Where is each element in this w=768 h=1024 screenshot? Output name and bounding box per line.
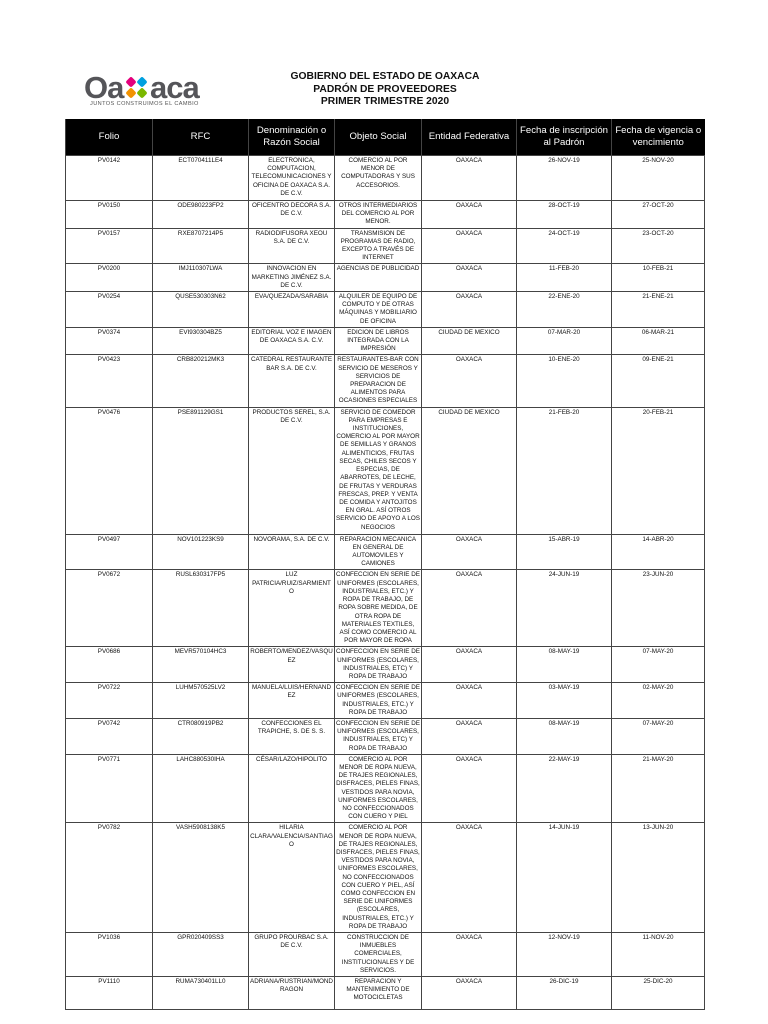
fecha-inscripcion-cell: 26-DIC-19 (517, 977, 612, 1010)
razon-social-cell: RADIODIFUSORA XEOU S.A. DE C.V. (249, 228, 335, 264)
entidad-cell: OAXACA (422, 264, 517, 292)
entidad-cell: OAXACA (422, 977, 517, 1010)
fecha-vigencia-cell: 23-OCT-20 (612, 228, 705, 264)
objeto-social-cell: CONFECCION EN SERIE DE UNIFORMES (ESCOLARES, INDUSTRIALES, ETC.) Y ROPA DE TRABAJO (335, 683, 422, 719)
suppliers-table (65, 119, 705, 1010)
fecha-vigencia-cell: 10-FEB-21 (612, 264, 705, 292)
rfc-cell: CTR080919PB2 (153, 718, 249, 754)
table-row (66, 292, 705, 328)
objeto-social-cell: AGENCIAS DE PUBLICIDAD (335, 264, 422, 292)
razon-social-cell: LUZ PATRICIA/RUIZ/SARMIENTO (249, 570, 335, 647)
razon-social-cell: ROBERTO/MENDEZ/VASQUEZ (249, 647, 335, 683)
rfc-cell: RUSL630317FP5 (153, 570, 249, 647)
objeto-social-cell: CONFECCION EN SERIE DE UNIFORMES (ESCOLARES, INDUSTRIALES, ETC) Y ROPA DE TRABAJO (335, 718, 422, 754)
heading-line-2: PADRÓN DE PROVEEDORES (313, 83, 457, 95)
table-row (66, 355, 705, 407)
table-row (66, 264, 705, 292)
table-row (66, 977, 705, 1010)
svg-text:Oa: Oa (84, 72, 124, 102)
razon-social-cell: PRODUCTOS SEREL, S.A. DE C.V. (249, 407, 335, 534)
objeto-social-cell: CONSTRUCCION DE INMUEBLES COMERCIALES, INSTITUCIONALES Y DE SERVICIOS. (335, 933, 422, 977)
folio-cell: PV0782 (66, 823, 153, 933)
objeto-social-cell: CONFECCION EN SERIE DE UNIFORMES (ESCOLARES, INDUSTRIALES, ETC) Y ROPA DE TRABAJO (335, 647, 422, 683)
razon-social-cell: CONFECCIONES EL TRAPICHE, S. DE S. S. (249, 718, 335, 754)
rfc-cell: VASH5908138K5 (153, 823, 249, 933)
table-row (66, 228, 705, 264)
folio-cell: PV0374 (66, 327, 153, 355)
rfc-cell: CRB820212MK3 (153, 355, 249, 407)
fecha-inscripcion-cell: 08-MAY-19 (517, 718, 612, 754)
fecha-vigencia-cell: 20-FEB-21 (612, 407, 705, 534)
fecha-vigencia-cell: 27-OCT-20 (612, 201, 705, 229)
table-row (66, 327, 705, 355)
razon-social-cell: INNOVACION EN MARKETING JIMÉNEZ S.A. DE C.V. (249, 264, 335, 292)
table-row (66, 407, 705, 534)
fecha-inscripcion-cell: 26-NOV-19 (517, 156, 612, 201)
fecha-inscripcion-cell: 15-ABR-19 (517, 534, 612, 570)
fecha-inscripcion-cell: 03-MAY-19 (517, 683, 612, 719)
razon-social-cell: ELECTRONICA, COMPUTACION, TELECOMUNICACIONES Y OFICINA DE OAXACA S.A. DE C.V. (249, 156, 335, 201)
folio-cell: PV1036 (66, 933, 153, 977)
folio-cell: PV0722 (66, 683, 153, 719)
rfc-cell: IMJ110307LWA (153, 264, 249, 292)
rfc-cell: EVI930304BZ5 (153, 327, 249, 355)
fecha-inscripcion-cell: 11-FEB-20 (517, 264, 612, 292)
entidad-cell: OAXACA (422, 201, 517, 229)
rfc-cell: NOV101223KS9 (153, 534, 249, 570)
razon-social-cell: GRUPO PROURBAC S.A. DE C.V. (249, 933, 335, 977)
table-row (66, 534, 705, 570)
rfc-cell: LAHC880530IHA (153, 754, 249, 823)
entidad-cell: OAXACA (422, 647, 517, 683)
entidad-cell: OAXACA (422, 292, 517, 328)
table-row (66, 647, 705, 683)
folio-cell: PV0742 (66, 718, 153, 754)
entidad-cell: OAXACA (422, 228, 517, 264)
objeto-social-cell: EDICION DE LIBROS INTEGRADA CON LA IMPRESIÓN (335, 327, 422, 355)
table-row (66, 156, 705, 201)
document-heading (200, 71, 570, 109)
svg-text:aca: aca (150, 72, 199, 102)
fecha-vigencia-cell: 25-NOV-20 (612, 156, 705, 201)
objeto-social-cell: COMERCIO AL POR MENOR DE ROPA NUEVA, DE TRAJES REGIONALES, DISFRACES, PIELES FINAS, VESTIDOS PARA NOVIA, UNIFORMES ESCOLARES, NO CONFECCIONADOS CON CUERO Y PIEL (335, 754, 422, 823)
fecha-vigencia-cell: 25-DIC-20 (612, 977, 705, 1010)
fecha-vigencia-cell: 21-MAY-20 (612, 754, 705, 823)
heading-line-3: PRIMER TRIMESTRE 2020 (320, 96, 450, 108)
fecha-inscripcion-cell: 22-ENE-20 (517, 292, 612, 328)
entidad-cell: OAXACA (422, 933, 517, 977)
objeto-social-cell: ALQUILER DE EQUIPO DE COMPUTO Y DE OTRAS MÁQUINAS Y MOBILIARIO DE OFICINA (335, 292, 422, 328)
header-rfc: RFC (153, 119, 249, 156)
objeto-social-cell: CONFECCION EN SERIE DE UNIFORMES (ESCOLARES, INDUSTRIALES, ETC.) Y ROPA DE TRABAJO, DE ROPA SOBRE MEDIDA, DE OTRA ROPA DE MATERIALES TEXTILES, ASÍ COMO COMERCIO AL POR MAYOR DE ROPA (335, 570, 422, 647)
fecha-inscripcion-cell: 14-JUN-19 (517, 823, 612, 933)
objeto-social-cell: COMERCIO AL POR MENOR DE COMPUTADORAS Y SUS ACCESORIOS. (335, 156, 422, 201)
fecha-vigencia-cell: 09-ENE-21 (612, 355, 705, 407)
table-row (66, 683, 705, 719)
objeto-social-cell: RESTAURANTES-BAR CON SERVICIO DE MESEROS Y SERVICIOS DE PREPARACION DE ALIMENTOS PARA OCASIONES ESPECIALES (335, 355, 422, 407)
table-row (66, 754, 705, 823)
folio-cell: PV0150 (66, 201, 153, 229)
objeto-social-cell: TRANSMISION DE PROGRAMAS DE RADIO, EXCEPTO A TRAVÉS DE INTERNET (335, 228, 422, 264)
folio-cell: PV0423 (66, 355, 153, 407)
entidad-cell: OAXACA (422, 754, 517, 823)
rfc-cell: ODE980223FP2 (153, 201, 249, 229)
rfc-cell: RUMA730401LL0 (153, 977, 249, 1010)
header-objeto-social: Objeto Social (335, 119, 422, 156)
fecha-vigencia-cell: 23-JUN-20 (612, 570, 705, 647)
table-row (66, 570, 705, 647)
entidad-cell: OAXACA (422, 534, 517, 570)
folio-cell: PV0771 (66, 754, 153, 823)
fecha-inscripcion-cell: 08-MAY-19 (517, 647, 612, 683)
table-row (66, 933, 705, 977)
rfc-cell: QUSE530303N62 (153, 292, 249, 328)
rfc-cell: MEVR570104HC3 (153, 647, 249, 683)
logo-tagline: JUNTOS CONSTRUIMOS EL CAMBIO (90, 101, 199, 107)
razon-social-cell: CATEDRAL RESTAURANTE BAR S.A. DE C.V. (249, 355, 335, 407)
razon-social-cell: HILARIA CLARA/VALENCIA/SANTIAGO (249, 823, 335, 933)
table-row (66, 718, 705, 754)
fecha-inscripcion-cell: 24-JUN-19 (517, 570, 612, 647)
table-header-row (66, 119, 705, 156)
oaxaca-logo-mark (84, 72, 214, 102)
fecha-vigencia-cell: 07-MAY-20 (612, 718, 705, 754)
fecha-inscripcion-cell: 12-NOV-19 (517, 933, 612, 977)
fecha-inscripcion-cell: 10-ENE-20 (517, 355, 612, 407)
razon-social-cell: CÉSAR/LAZO/HIPOLITO (249, 754, 335, 823)
entidad-cell: OAXACA (422, 718, 517, 754)
heading-line-1: GOBIERNO DEL ESTADO DE OAXACA (290, 71, 480, 82)
header-entidad-federativa: Entidad Federativa (422, 119, 517, 156)
folio-cell: PV0142 (66, 156, 153, 201)
entidad-cell: CIUDAD DE MEXICO (422, 407, 517, 534)
rfc-cell: PSE891129GS1 (153, 407, 249, 534)
razon-social-cell: MANUELA/LUIS/HERNANDEZ (249, 683, 335, 719)
objeto-social-cell: REPARACION MECANICA EN GENERAL DE AUTOMOVILES Y CAMIONES (335, 534, 422, 570)
razon-social-cell: ADRIANA/RUSTRIAN/MONDRAGON (249, 977, 335, 1010)
folio-cell: PV0686 (66, 647, 153, 683)
fecha-vigencia-cell: 07-MAY-20 (612, 647, 705, 683)
razon-social-cell: OFICENTRO DECORA S.A. DE C.V. (249, 201, 335, 229)
fecha-vigencia-cell: 13-JUN-20 (612, 823, 705, 933)
rfc-cell: GPR020409SS3 (153, 933, 249, 977)
folio-cell: PV0497 (66, 534, 153, 570)
fecha-vigencia-cell: 21-ENE-21 (612, 292, 705, 328)
fecha-inscripcion-cell: 24-OCT-19 (517, 228, 612, 264)
entidad-cell: OAXACA (422, 570, 517, 647)
fecha-vigencia-cell: 02-MAY-20 (612, 683, 705, 719)
entidad-cell: OAXACA (422, 683, 517, 719)
objeto-social-cell: OTROS INTERMEDIARIOS DEL COMERCIO AL POR MENOR. (335, 201, 422, 229)
fecha-inscripcion-cell: 07-MAR-20 (517, 327, 612, 355)
rfc-cell: ECT070411LE4 (153, 156, 249, 201)
fecha-vigencia-cell: 14-ABR-20 (612, 534, 705, 570)
header-razon-social: Denominación o Razón Social (249, 119, 335, 156)
entidad-cell: OAXACA (422, 823, 517, 933)
fecha-vigencia-cell: 11-NOV-20 (612, 933, 705, 977)
folio-cell: PV0672 (66, 570, 153, 647)
table-row (66, 201, 705, 229)
folio-cell: PV0254 (66, 292, 153, 328)
table-row (66, 823, 705, 933)
objeto-social-cell: COMERCIO AL POR MENOR DE ROPA NUEVA, DE TRAJES REGIONALES, DISFRACES, PIELES FINAS, VESTIDOS PARA NOVIA, UNIFORMES ESCOLARES, NO CONFECCIONADOS CON CUERO Y PIEL, ASÍ COMO CONFECCION EN SERIE DE UNIFORMES (ESCOLARES, INDUSTRIALES, ETC.) Y ROPA DE TRABAJO (335, 823, 422, 933)
objeto-social-cell: SERVICIO DE COMEDOR PARA EMPRESAS E INSTITUCIONES, COMERCIO AL POR MAYOR DE SEMILLAS Y GRANOS ALIMENTICIOS, FRUTAS SECAS, CHILES SECOS Y ESPECIAS, DE ABARROTES, DE LECHE, DE FRUTAS Y VERDURAS FRESCAS, PREP. Y VENTA DE COMIDA Y ANTOJITOS EN GRAL. ASÍ OTROS SERVICIO DE APOYO A LOS NEGOCIOS (335, 407, 422, 534)
rfc-cell: LUHM570525LV2 (153, 683, 249, 719)
folio-cell: PV1110 (66, 977, 153, 1010)
razon-social-cell: EDITORIAL VOZ E IMAGEN DE OAXACA S.A. C.V. (249, 327, 335, 355)
entidad-cell: OAXACA (422, 156, 517, 201)
fecha-inscripcion-cell: 22-MAY-19 (517, 754, 612, 823)
fecha-inscripcion-cell: 21-FEB-20 (517, 407, 612, 534)
fecha-vigencia-cell: 06-MAR-21 (612, 327, 705, 355)
folio-cell: PV0157 (66, 228, 153, 264)
fecha-inscripcion-cell: 28-OCT-19 (517, 201, 612, 229)
header-fecha-inscripcion: Fecha de inscripción al Padrón (517, 119, 612, 156)
razon-social-cell: EVA/QUEZADA/SARABIA (249, 292, 335, 328)
folio-cell: PV0200 (66, 264, 153, 292)
objeto-social-cell: REPARACION Y MANTENIMIENTO DE MOTOCICLETAS (335, 977, 422, 1010)
rfc-cell: RXE8707214P5 (153, 228, 249, 264)
header-fecha-vigencia: Fecha de vigencia o vencimiento (612, 119, 705, 156)
folio-cell: PV0476 (66, 407, 153, 534)
header-folio: Folio (66, 119, 153, 156)
entidad-cell: OAXACA (422, 355, 517, 407)
table-body (66, 156, 705, 1010)
entidad-cell: CIUDAD DE MEXICO (422, 327, 517, 355)
razon-social-cell: NOVORAMA, S.A. DE C.V. (249, 534, 335, 570)
